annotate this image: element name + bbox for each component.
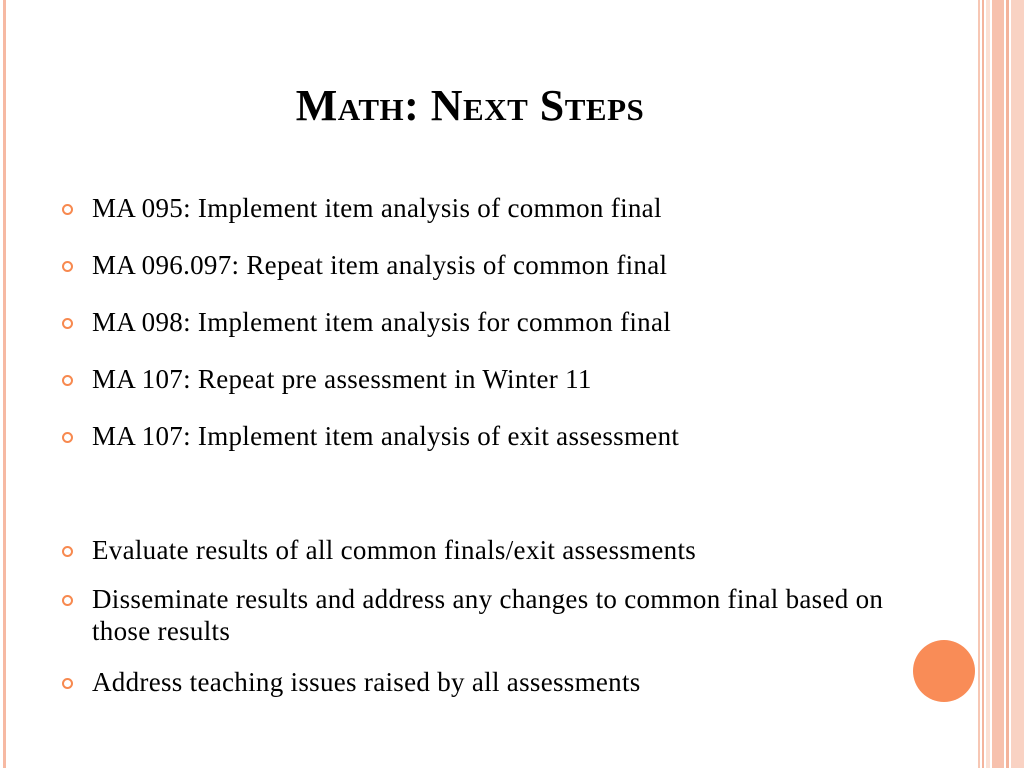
bullet-text: Address teaching issues raised by all assessments: [92, 667, 641, 697]
bullet-ring-icon: [62, 318, 73, 329]
bullet-ring-icon: [62, 204, 73, 215]
bullet-item: [62, 666, 942, 698]
bullet-item: [62, 420, 942, 452]
bullet-text: MA 098: Implement item analysis for common final: [92, 307, 672, 337]
stripe: [1006, 0, 1009, 768]
stripe: [978, 0, 980, 768]
bullet-text: MA 095: Implement item analysis of common final: [92, 193, 662, 223]
bullet-ring-icon: [62, 546, 73, 557]
stripe: [1011, 0, 1024, 768]
bullet-text: MA 107: Repeat pre assessment in Winter 11: [92, 364, 592, 394]
bullet-item: [62, 306, 942, 338]
bullet-item: [62, 363, 942, 395]
bullet-item: [62, 192, 942, 224]
bullet-ring-icon: [62, 432, 73, 443]
bullet-text: MA 107: Implement item analysis of exit assessment: [92, 421, 680, 451]
bullet-ring-icon: [62, 261, 73, 272]
bullet-ring-icon: [62, 595, 73, 606]
right-decorative-stripes: [978, 0, 1024, 768]
bullet-item: [62, 583, 942, 647]
stripe: [986, 0, 990, 768]
bullet-item: [62, 534, 942, 566]
bullet-item: [62, 249, 942, 281]
bullet-ring-icon: [62, 678, 73, 689]
bullet-list: [62, 192, 942, 698]
stripe: [982, 0, 984, 768]
bullet-text: MA 096.097: Repeat item analysis of common final: [92, 250, 668, 280]
slide-title: Math: Next Steps: [295, 81, 645, 130]
bullet-text: Evaluate results of all common finals/exit assessments: [92, 535, 697, 565]
bullet-ring-icon: [62, 375, 73, 386]
stripe: [992, 0, 1004, 768]
bullet-text: Disseminate results and address any changes to common final based on those results: [92, 584, 884, 646]
